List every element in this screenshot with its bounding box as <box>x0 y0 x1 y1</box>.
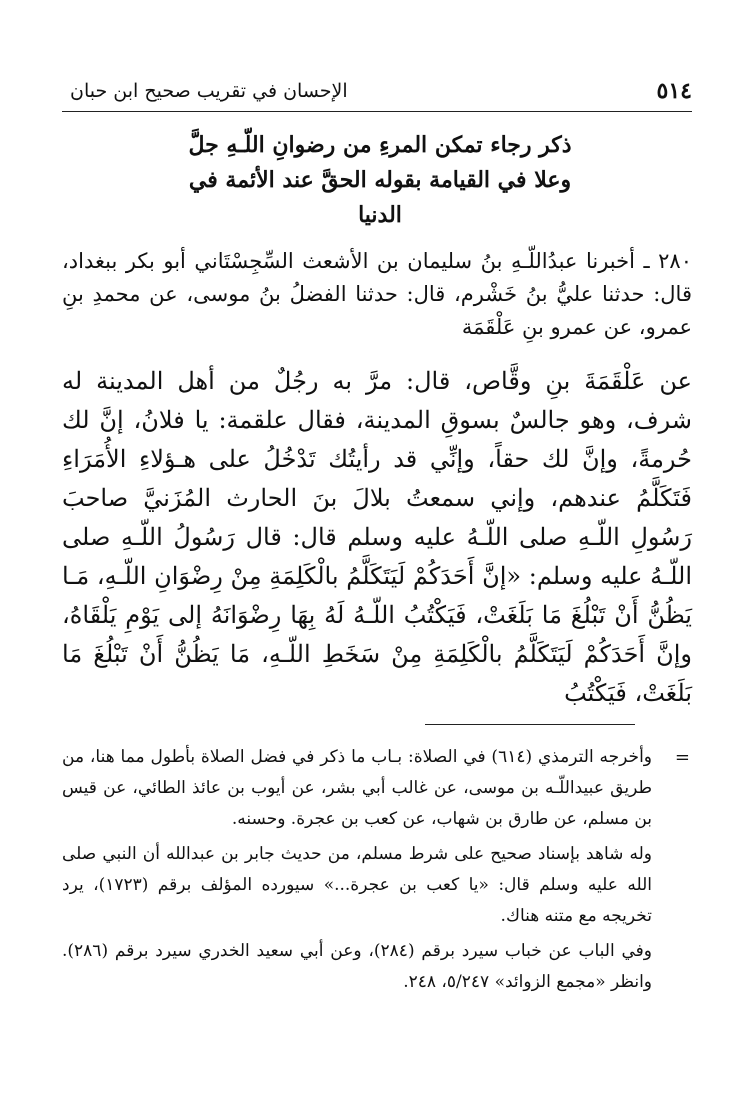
chapter-title-line-3: الدنيا <box>358 202 402 228</box>
footnote-paragraph-3: وفي الباب عن خباب سيرد برقم (٢٨٤)، وعن أبي سعيد الخدري سيرد برقم (٢٨٦). وانظر «مجمع الزوائد» ٥/٢٤٧، ٢٤٨. <box>62 941 653 992</box>
hadith-matn: عن عَلْقَمَةَ بنِ وقَّاص، قال: مرَّ به رجُلٌ من أهل المدينة له شرف، وهو جالسٌ بسوقِ المدينة، فقال علقمة: يا فلانُ، إنَّ لك حُرمةً، وإنَّ لك حقاً، وإنِّي قد رأيتُك تَدْخُلُ على هـؤلاءِ الأُمَرَاءِ فَتَكَلَّمُ عندهم، وإني سمعتُ بلالَ بنَ الحارث المُزَنيَّ صاحبَ رَسُولِ اللّـهِ صلى اللّـهُ عليه وسلم قال: قال رَسُولُ اللّـهِ صلى اللّـهُ عليه وسلم: «إنَّ أَحَدَكُمْ لَيَتَكَلَّمُ بالْكَلِمَةِ مِنْ رِضْوَانِ اللّـهِ، مَـا يَظُنُّ أَنْ تَبْلُغَ مَا بَلَغَتْ، فَيَكْتُبُ اللّـهُ لَهُ بِهَا رِضْوَانَهُ إلى يَوْمِ يَلْقَاهُ، وإنَّ أَحَدَكُمْ لَيَتَكَلَّمُ بالْكَلِمَةِ مِنْ سَخَطِ اللّـهِ، مَا يَظُنُّ أَنْ تَبْلُغَ مَا بَلَغَتْ، فَيَكْتُبُ <box>62 367 693 707</box>
chapter-title-line-2: وعلا في القيامة بقوله الحقَّ عند الأئمة في <box>188 167 572 193</box>
page-header <box>62 60 692 110</box>
chapter-title <box>130 128 630 233</box>
footnote-paragraph-1: وأخرجه الترمذي (٦١٤) في الصلاة: بـاب ما ذكر في فضل الصلاة بأطول مما هنا، من طريق عبيداللّـه بن موسى، عن غالب أبي بشر، عن أيوب بن عائذ الطائي، عن قيس بن مسلم، عن طارق بن شهاب، عن كعب بن عجرة. وحسنه. <box>62 747 653 829</box>
footnote-rule <box>425 724 635 725</box>
header-rule <box>62 111 692 112</box>
page-number: ٥١٤ <box>656 78 692 104</box>
hadith-isnad: ٢٨٠ ـ أخبرنا عبدُاللّـهِ بنُ سليمان بن الأشعث السِّجِسْتَاني أبو بكر ببغداد، قال: حدثنا عليُّ بنُ خَشْرم، قال: حدثنا الفضلُ بنُ موسى، عن محمدِ بنِ عمرو، عن عمرو بنِ عَلْقَمَة <box>62 249 692 339</box>
chapter-title-line-1: ذكر رجاء تمكن المرءِ من رضوانِ اللّـهِ جلَّ <box>188 132 572 158</box>
footnote-continuation-marker: = <box>674 747 690 768</box>
running-title: الإحسان في تقريب صحيح ابن حبان <box>70 80 348 102</box>
footnote-1 <box>62 742 692 835</box>
footnote-paragraph-2: وله شاهد بإسناد صحيح على شرط مسلم، من حديث جابر بن عبدالله أن النبي صلى الله عليه وسلم قال: «يا كعب بن عجرة...» سيورده المؤلف برقم (١٧٢٣)، يرد تخريجه مع متنه هناك. <box>62 844 652 926</box>
footnotes <box>62 742 692 1002</box>
